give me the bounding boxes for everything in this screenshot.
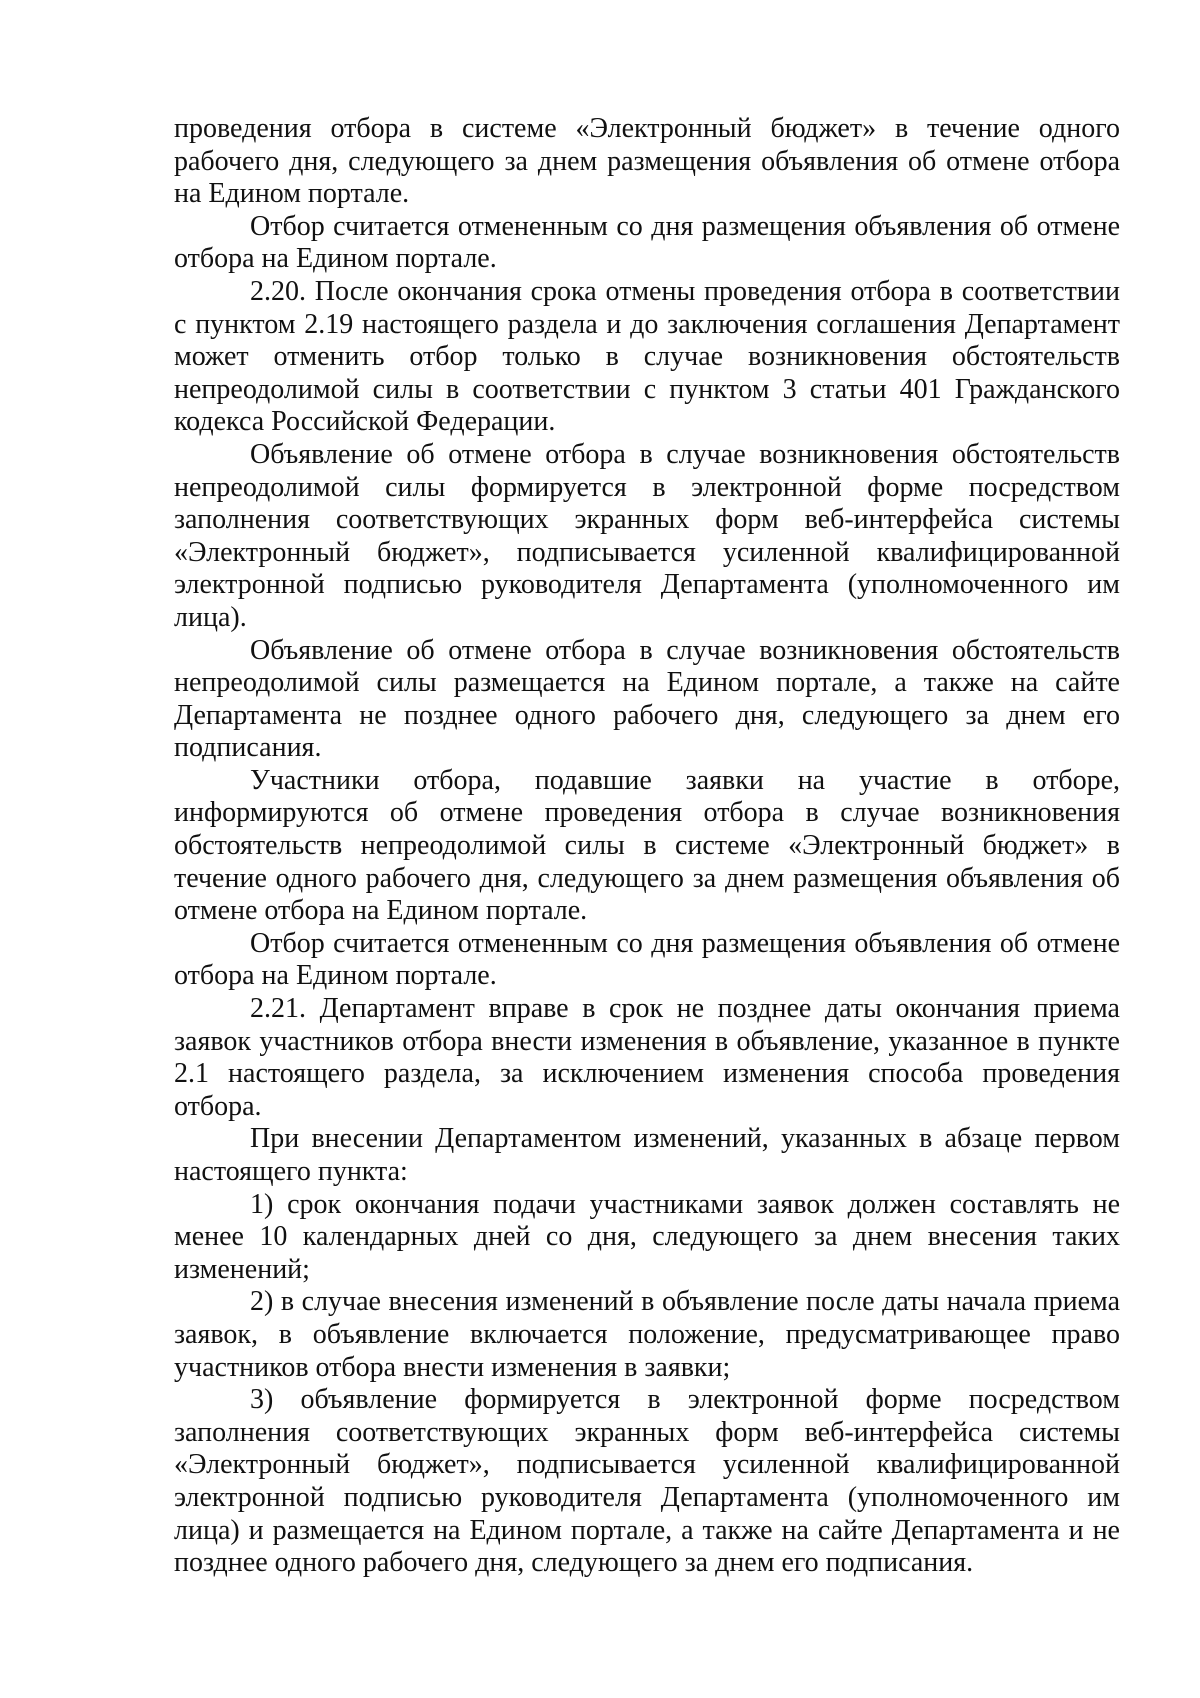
list-item-2: 2) в случае внесения изменений в объявление после даты начала приема заявок, в объявление включается положение, предусматривающее право участников отбора внести изменения в заявки; (174, 1286, 1120, 1383)
paragraph-continuation: проведения отбора в системе «Электронный бюджет» в течение одного рабочего дня, следующего за днем размещения объявления об отмене отбора на Едином портале. (174, 113, 1120, 210)
list-item-1: 1) срок окончания подачи участниками заявок должен составлять не менее 10 календарных дней со дня, следующего за днем внесения таких изменений; (174, 1188, 1120, 1285)
paragraph-cancellation-date: Отбор считается отмененным со дня размещения объявления об отмене отбора на Едином портале. (174, 210, 1120, 275)
paragraph-force-majeure-notice: Объявление об отмене отбора в случае возникновения обстоятельств непреодолимой силы формируется в электронной форме посредством заполнения соответствующих экранных форм веб-интерфейса системы «Электронный бюджет», подписывается усиленной квалифицированной электронной подписью руководителя Департамента (уполномоченного им лица). (174, 438, 1120, 633)
document-body (174, 113, 1120, 1580)
paragraph-participants-informed: Участники отбора, подавшие заявки на участие в отборе, информируются об отмене проведения отбора в случае возникновения обстоятельств непреодолимой силы в системе «Электронный бюджет» в течение одного рабочего дня, следующего за днем размещения объявления об отмене отбора на Едином портале. (174, 764, 1120, 927)
paragraph-force-majeure-publication: Объявление об отмене отбора в случае возникновения обстоятельств непреодолимой силы размещается на Едином портале, а также на сайте Департамента не позднее одного рабочего дня, следующего за днем его подписания. (174, 634, 1120, 764)
list-item-3: 3) объявление формируется в электронной форме посредством заполнения соответствующих экранных форм веб-интерфейса системы «Электронный бюджет», подписывается усиленной квалифицированной электронной подписью руководителя Департамента (уполномоченного им лица) и размещается на Едином портале, а также на сайте Департамента и не позднее одного рабочего дня, следующего за днем его подписания. (174, 1384, 1120, 1579)
paragraph-2-20: 2.20. После окончания срока отмены проведения отбора в соответствии с пунктом 2.19 настоящего раздела и до заключения соглашения Департамент может отменить отбор только в случае возникновения обстоятельств непреодолимой силы в соответствии с пунктом 3 статьи 401 Гражданского кодекса Российской Федерации. (174, 275, 1120, 438)
paragraph-2-21: 2.21. Департамент вправе в срок не позднее даты окончания приема заявок участников отбора внести изменения в объявление, указанное в пункте 2.1 настоящего раздела, за исключением изменения способа проведения отбора. (174, 993, 1120, 1122)
paragraph-changes-intro: При внесении Департаментом изменений, указанных в абзаце первом настоящего пункта: (174, 1123, 1120, 1187)
paragraph-cancellation-date-repeat: Отбор считается отмененным со дня размещения объявления об отмене отбора на Едином портале. (174, 927, 1120, 992)
